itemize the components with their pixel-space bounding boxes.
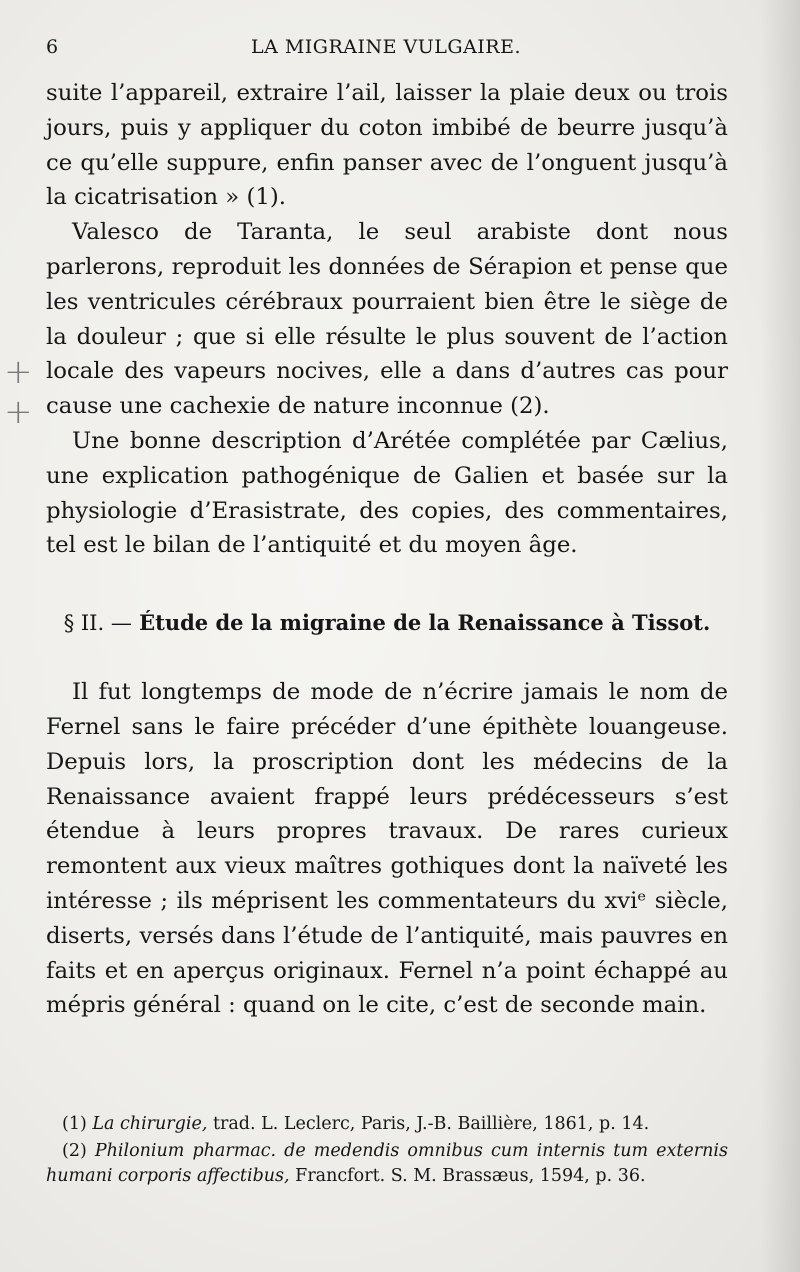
footnote-title: Philonium pharmac. de medendis omnibus cum internis tum externis humani corporis affectibus, xyxy=(46,1141,728,1186)
footnote-marker: (1) xyxy=(62,1114,87,1134)
footnote xyxy=(46,1112,728,1137)
footnote-text: Francfort. S. M. Brassæus, 1594, p. 36. xyxy=(295,1166,646,1186)
section-title: Étude de la migraine de la Renaissance à Tissot. xyxy=(139,610,711,636)
footnote-text: trad. L. Leclerc, Paris, J.-B. Baillière, 1861, p. 14. xyxy=(212,1114,650,1134)
main-text xyxy=(46,76,728,1023)
page-header xyxy=(46,36,726,66)
section-heading xyxy=(46,607,728,639)
paragraph: suite l’appareil, extraire l’ail, laisser la plaie deux ou trois jours, puis y appliquer du coton imbibé de beurre jusqu’à ce qu’elle suppure, enfin panser avec de l’onguent jusqu’à la cicatrisation » (1). xyxy=(46,80,728,211)
pencil-cross-mark: + xyxy=(4,352,33,392)
paragraph: Valesco de Taranta, le seul arabiste dont nous parlerons, reproduit les données de Sérapion et pense que les ventricules cérébraux pourraient bien être le siège de la douleur ; que si elle résulte le plus souvent de l’action locale des vapeurs nocives, elle a dans d’autres cas pour cause une cachexie de nature inconnue (2). xyxy=(46,219,728,420)
footnotes xyxy=(46,1112,728,1191)
footnote-marker: (2) xyxy=(62,1141,87,1161)
pencil-cross-mark: + xyxy=(4,392,33,432)
section-mark: § II. — xyxy=(63,611,132,636)
footnote xyxy=(46,1139,728,1189)
footnote-title: La chirurgie, xyxy=(92,1114,208,1134)
paragraph: Une bonne description d’Arétée complétée par Cælius, une explication pathogénique de Galien et basée sur la physiologie d’Erasistrate, des copies, des commentaires, tel est le bilan de l’antiquité et du moyen âge. xyxy=(46,427,728,559)
page-edge-shadow xyxy=(760,0,800,1272)
page-number: 6 xyxy=(46,36,59,58)
running-title: LA MIGRAINE VULGAIRE. xyxy=(250,36,522,58)
paragraph: Il fut longtemps de mode de n’écrire jamais le nom de Fernel sans le faire précéder d’une épithète louangeuse. Depuis lors, la proscription dont les médecins de la Renaissance avaient frappé leurs prédécesseurs s’est étendue à leurs propres travaux. De rares curieux remontent aux vieux maîtres gothiques dont la naïveté les intéresse ; ils méprisent les commentateurs du xviᵉ siècle, diserts, versés dans l’étude de l’antiquité, mais pauvres en faits et en aperçus originaux. Fernel n’a point échappé au mépris général : quand on le cite, c’est de seconde main. xyxy=(46,679,728,1019)
